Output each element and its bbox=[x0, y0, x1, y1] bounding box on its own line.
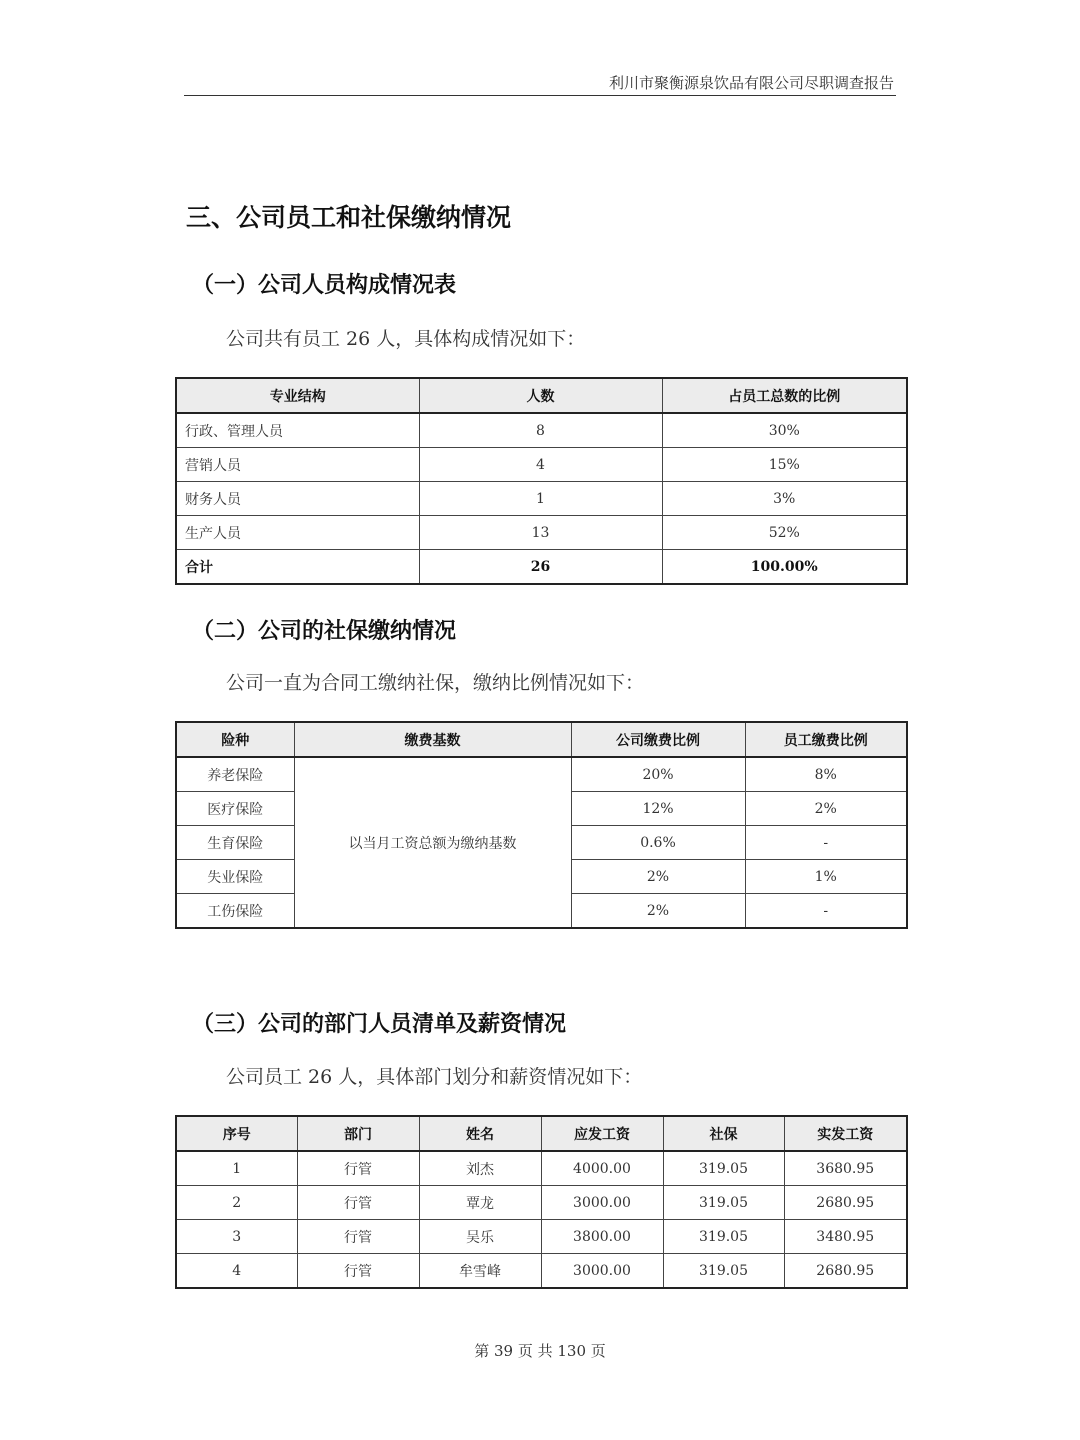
table-cell: 3000.00 bbox=[541, 1254, 663, 1289]
table-cell: 20% bbox=[571, 757, 745, 792]
table-cell: 牟雪峰 bbox=[419, 1254, 541, 1289]
subsection-title-staff-composition: （一）公司人员构成情况表 bbox=[192, 273, 457, 298]
table-row bbox=[176, 757, 907, 792]
subsection-title-department-salary: （三）公司的部门人员清单及薪资情况 bbox=[192, 1012, 567, 1037]
table-cell: 1 bbox=[419, 482, 662, 516]
column-header: 人数 bbox=[419, 378, 662, 413]
column-header: 占员工总数的比例 bbox=[662, 378, 907, 413]
column-header: 实发工资 bbox=[784, 1116, 907, 1151]
social-insurance-table bbox=[175, 721, 908, 929]
table-cell: 刘杰 bbox=[419, 1151, 541, 1186]
table-cell: 319.05 bbox=[663, 1151, 784, 1186]
table-cell: 2% bbox=[745, 792, 907, 826]
table-cell: 319.05 bbox=[663, 1186, 784, 1220]
table-cell: 15% bbox=[662, 448, 907, 482]
table-cell: 3000.00 bbox=[541, 1186, 663, 1220]
table-cell: 营销人员 bbox=[176, 448, 419, 482]
column-header: 专业结构 bbox=[176, 378, 419, 413]
table-cell: 1% bbox=[745, 860, 907, 894]
table-cell: 319.05 bbox=[663, 1254, 784, 1289]
table-cell: 行管 bbox=[297, 1151, 419, 1186]
table-cell: 行政、管理人员 bbox=[176, 413, 419, 448]
table-cell: 4000.00 bbox=[541, 1151, 663, 1186]
table-cell: 合计 bbox=[176, 550, 419, 585]
table-cell: 覃龙 bbox=[419, 1186, 541, 1220]
table-cell: 319.05 bbox=[663, 1220, 784, 1254]
social-insurance-intro: 公司一直为合同工缴纳社保，缴纳比例情况如下： bbox=[226, 672, 645, 694]
table-cell: 13 bbox=[419, 516, 662, 550]
page-number: 第 39 页 共 130 页 bbox=[474, 1342, 606, 1360]
table-cell: 3 bbox=[176, 1220, 297, 1254]
staff-composition-table bbox=[175, 377, 908, 585]
table-cell: 52% bbox=[662, 516, 907, 550]
table-cell: - bbox=[745, 894, 907, 929]
table-cell: 4 bbox=[419, 448, 662, 482]
table-cell: 3480.95 bbox=[784, 1220, 907, 1254]
table-cell: 2 bbox=[176, 1186, 297, 1220]
column-header: 员工缴费比例 bbox=[745, 722, 907, 757]
table-cell: 8 bbox=[419, 413, 662, 448]
subsection-title-social-insurance: （二）公司的社保缴纳情况 bbox=[192, 619, 457, 644]
table-total-row bbox=[176, 550, 907, 585]
department-salary-intro: 公司员工 26 人，具体部门划分和薪资情况如下： bbox=[226, 1066, 643, 1088]
table-cell: 吴乐 bbox=[419, 1220, 541, 1254]
table-cell: 生产人员 bbox=[176, 516, 419, 550]
report-header-title: 利川市聚衡源泉饮品有限公司尽职调查报告 bbox=[608, 74, 894, 92]
table-header-row bbox=[176, 378, 907, 413]
table-cell: 2680.95 bbox=[784, 1186, 907, 1220]
table-cell: 2% bbox=[571, 860, 745, 894]
section-title: 三、公司员工和社保缴纳情况 bbox=[186, 203, 512, 232]
column-header: 姓名 bbox=[419, 1116, 541, 1151]
column-header: 部门 bbox=[297, 1116, 419, 1151]
table-cell: 100.00% bbox=[662, 550, 907, 585]
table-row bbox=[176, 448, 907, 482]
column-header: 序号 bbox=[176, 1116, 297, 1151]
table-row bbox=[176, 1220, 907, 1254]
column-header: 应发工资 bbox=[541, 1116, 663, 1151]
table-header-row bbox=[176, 722, 907, 757]
department-salary-table bbox=[175, 1115, 908, 1289]
staff-composition-intro: 公司共有员工 26 人，具体构成情况如下： bbox=[226, 328, 586, 350]
table-row bbox=[176, 1186, 907, 1220]
table-cell: 12% bbox=[571, 792, 745, 826]
column-header: 缴费基数 bbox=[294, 722, 571, 757]
table-cell: 行管 bbox=[297, 1220, 419, 1254]
table-cell: 3800.00 bbox=[541, 1220, 663, 1254]
table-row bbox=[176, 482, 907, 516]
table-row bbox=[176, 516, 907, 550]
table-cell: - bbox=[745, 826, 907, 860]
table-cell: 2% bbox=[571, 894, 745, 929]
table-cell: 生育保险 bbox=[176, 826, 294, 860]
column-header: 社保 bbox=[663, 1116, 784, 1151]
table-header-row bbox=[176, 1116, 907, 1151]
table-row bbox=[176, 1151, 907, 1186]
table-cell: 26 bbox=[419, 550, 662, 585]
table-cell: 失业保险 bbox=[176, 860, 294, 894]
table-cell: 3680.95 bbox=[784, 1151, 907, 1186]
table-cell: 4 bbox=[176, 1254, 297, 1289]
table-cell: 财务人员 bbox=[176, 482, 419, 516]
table-cell: 3% bbox=[662, 482, 907, 516]
table-cell: 养老保险 bbox=[176, 757, 294, 792]
column-header: 公司缴费比例 bbox=[571, 722, 745, 757]
header-divider bbox=[184, 95, 896, 96]
contribution-base-cell: 以当月工资总额为缴纳基数 bbox=[294, 757, 571, 928]
table-cell: 行管 bbox=[297, 1254, 419, 1289]
table-cell: 行管 bbox=[297, 1186, 419, 1220]
table-cell: 0.6% bbox=[571, 826, 745, 860]
table-row bbox=[176, 413, 907, 448]
table-cell: 工伤保险 bbox=[176, 894, 294, 929]
table-cell: 30% bbox=[662, 413, 907, 448]
table-cell: 1 bbox=[176, 1151, 297, 1186]
table-cell: 2680.95 bbox=[784, 1254, 907, 1289]
table-cell: 8% bbox=[745, 757, 907, 792]
table-row bbox=[176, 1254, 907, 1289]
column-header: 险种 bbox=[176, 722, 294, 757]
table-cell: 医疗保险 bbox=[176, 792, 294, 826]
